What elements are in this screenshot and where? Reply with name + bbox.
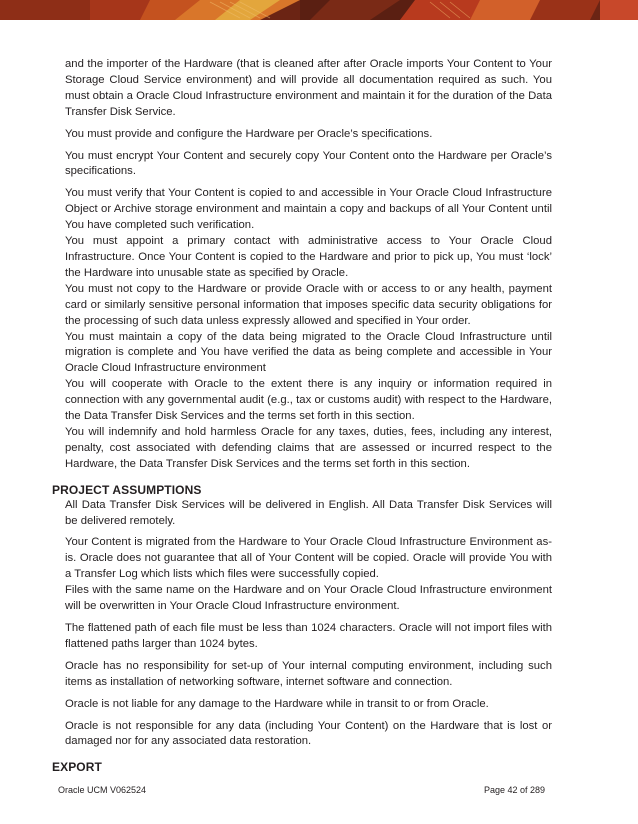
banner-pattern-graphic: [0, 0, 638, 20]
paragraph: You must appoint a primary contact with administrative access to Your Oracle Cloud Infrastructure. Once Your Content is copied to the Hardware and prior to pick up, You must ‘lock’ the Hardware into unusable state as specified by Oracle.: [65, 235, 552, 279]
section-heading-project-assumptions: PROJECT ASSUMPTIONS: [52, 482, 202, 497]
paragraph: You must provide and configure the Hardware per Oracle’s specifications.: [65, 127, 433, 140]
paragraph: All Data Transfer Disk Services will be delivered in English. All Data Transfer Disk Services will be delivered remotely.: [65, 498, 552, 527]
paragraph: Files with the same name on the Hardware and on Your Oracle Cloud Infrastructure environment will be overwritten in Your Oracle Cloud Infrastructure environment.: [65, 584, 552, 613]
paragraph: You must maintain a copy of the data being migrated to the Oracle Cloud Infrastructure until migration is complete and You have verified the data as being complete and accessible in Your Oracle Cloud Infrastructure environment: [65, 330, 552, 375]
paragraph: You must verify that Your Content is copied to and accessible in Your Oracle Cloud Infrastructure Object or Archive storage environment and maintain a copy and backups of all Your Content until You have completed such verification.: [65, 187, 552, 232]
paragraph: Oracle is not liable for any damage to the Hardware while in transit to or from Oracle.: [65, 697, 489, 710]
footer-document-id: Oracle UCM V062524: [58, 785, 147, 795]
paragraph: Oracle has no responsibility for set-up of Your internal computing environment, including such items as installation of networking software, internet software and connection.: [65, 659, 552, 688]
paragraph: You must encrypt Your Content and securely copy Your Content onto the Hardware per Oracle’s specifications.: [65, 149, 552, 178]
page-content: [52, 57, 552, 775]
paragraph: and the importer of the Hardware (that is cleaned after after Oracle imports Your Content to Your Storage Cloud Service environment) and will provide all documentation required as such. You must obtain a Oracle Cloud Infrastructure environment and maintain it for the duration of the Data Transfer Disk Service.: [65, 58, 552, 118]
paragraph: You will cooperate with Oracle to the extent there is any inquiry or information required in connection with any governmental audit (e.g., tax or customs audit) with respect to the Hardware, the Data Transfer Disk Services and the terms set forth in this section.: [65, 378, 552, 423]
footer-page-number: Page 42 of 289: [483, 785, 545, 795]
decorative-header-banner: [0, 0, 638, 20]
section-heading-export: EXPORT: [52, 760, 102, 775]
paragraph: You must not copy to the Hardware or provide Oracle with or access to or any health, payment card or similarly sensitive personal information that imposes specific data security obligations for the processing of such data unless expressly allowed and specified in Your order.: [65, 282, 552, 327]
paragraph: Oracle is not responsible for any data (including Your Content) on the Hardware that is lost or damaged nor for any associated data restoration.: [65, 719, 552, 748]
paragraph: You will indemnify and hold harmless Oracle for any taxes, duties, fees, including any interest, penalty, cost associated with defending claims that are assessed or incurred respect to the Hardware, the Data Transfer Disk Services and the terms set forth in this section.: [65, 425, 552, 470]
paragraph: The flattened path of each file must be less than 1024 characters. Oracle will not import files with flattened paths larger than 1024 bytes.: [65, 622, 552, 650]
paragraph: Your Content is migrated from the Hardware to Your Oracle Cloud Infrastructure Environment as-is. Oracle does not guarantee that all of Your Content will be copied. Oracle will provide You with a Transfer Log which lists which files were successfully copied.: [65, 536, 552, 581]
